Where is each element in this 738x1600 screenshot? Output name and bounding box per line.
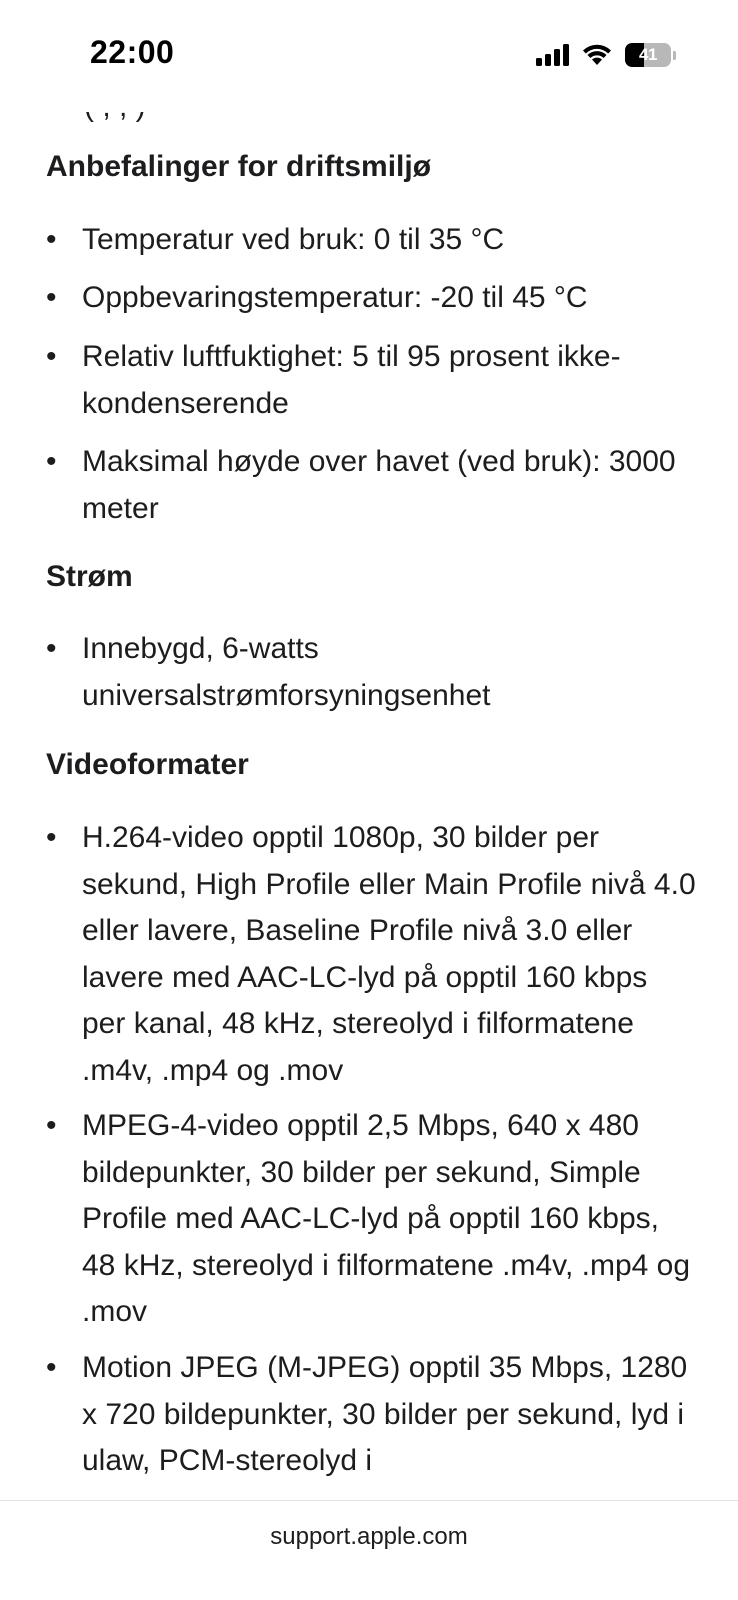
bullet-icon: • (46, 632, 57, 665)
list-item (46, 334, 696, 427)
list-item (46, 626, 696, 719)
list-item (46, 439, 696, 532)
bullet-icon: • (46, 445, 57, 478)
bullet-icon: • (46, 223, 57, 256)
bullet-icon: • (46, 281, 57, 314)
list-item (46, 275, 696, 322)
list-item-text: Relativ luftfuktighet: 5 til 95 prosent ikke-kondenserende (82, 340, 621, 420)
section-heading-video-formats: Videoformater (46, 748, 249, 781)
battery-tip (673, 51, 676, 60)
battery-icon (625, 43, 671, 67)
list-item-text: Innebygd, 6-watts universalstrømforsyningsenhet (82, 632, 491, 712)
section-heading-environment: Anbefalinger for driftsmiljø (46, 150, 432, 183)
wifi-icon (581, 43, 613, 67)
list-item (46, 217, 696, 264)
bullet-icon: • (46, 1351, 57, 1384)
list-item (46, 815, 696, 1094)
list-item-text: Maksimal høyde over havet (ved bruk): 3000 meter (82, 445, 676, 525)
list-item-text: H.264-video opptil 1080p, 30 bilder per sekund, High Profile eller Main Profile nivå 4.0 eller lavere, Baseline Profile nivå 3.0 eller lavere med AAC-LC-lyd på opptil 160 kbps per kanal, 48 kHz, stereolyd i filformatene .m4v, .mp4 og .mov (82, 821, 696, 1087)
list-item (46, 1345, 696, 1485)
bullet-icon: • (46, 340, 57, 373)
section-heading-power: Strøm (46, 560, 133, 593)
list-item-text: MPEG-4-video opptil 2,5 Mbps, 640 x 480 bildepunkter, 30 bilder per sekund, Simple Profile med AAC-LC-lyd på opptil 160 kbps, 48 kHz, stereolyd i filformatene .m4v, .mp4 og .mov (82, 1109, 691, 1328)
status-bar (0, 0, 738, 112)
list-item-text: Temperatur ved bruk: 0 til 35 °C (82, 223, 505, 256)
url-bar[interactable] (0, 1500, 738, 1600)
bullet-icon: • (46, 821, 57, 854)
list-item (46, 1103, 696, 1336)
status-icons (536, 40, 676, 70)
status-time: 22:00 (90, 34, 175, 70)
list-item-text: Oppbevaringstemperatur: -20 til 45 °C (82, 281, 588, 314)
list-item-text: Motion JPEG (M-JPEG) opptil 35 Mbps, 1280 x 720 bildepunkter, 30 bilder per sekund, lyd i ulaw, PCM-stereolyd i (82, 1351, 688, 1477)
article-content[interactable] (0, 112, 738, 1500)
battery-level: 41 (639, 45, 657, 64)
bullet-icon: • (46, 1109, 57, 1142)
url-domain[interactable]: support.apple.com (270, 1523, 468, 1550)
cellular-signal-icon (536, 44, 569, 66)
